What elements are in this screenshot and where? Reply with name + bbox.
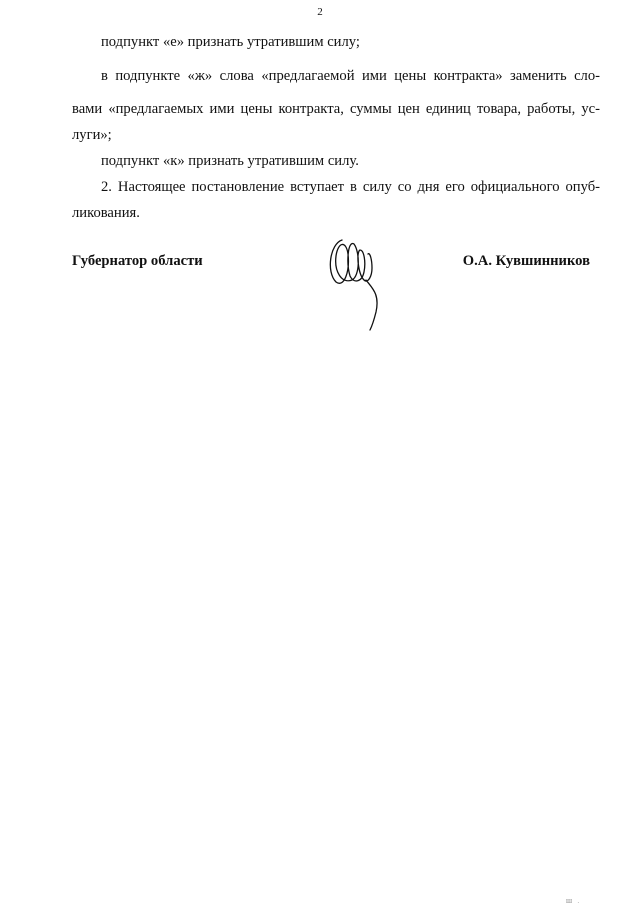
signatory-name: О.А. Кувшинников	[462, 253, 590, 269]
paragraph-line: 2. Настоящее постановление вступает в силу со дня его официального опуб-	[101, 179, 600, 195]
paragraph-line: в подпункте «ж» слова «предлагаемой ими цены контракта» заменить сло-	[101, 68, 600, 84]
signatory-position: Губернатор области	[72, 253, 203, 269]
paragraph-line: вами «предлагаемых ими цены контракта, суммы цен единиц товара, работы, ус-	[72, 101, 600, 117]
paragraph-line: подпункт «к» признать утратившим силу.	[101, 153, 359, 169]
paragraph-line: ликования.	[72, 205, 140, 221]
paragraph-line: луги»;	[72, 127, 112, 143]
footer-mark: Ш .	[566, 899, 582, 905]
page-number: 2	[317, 6, 323, 18]
handwritten-signature-icon	[320, 232, 410, 332]
paragraph-line: подпункт «е» признать утратившим силу;	[101, 34, 360, 50]
